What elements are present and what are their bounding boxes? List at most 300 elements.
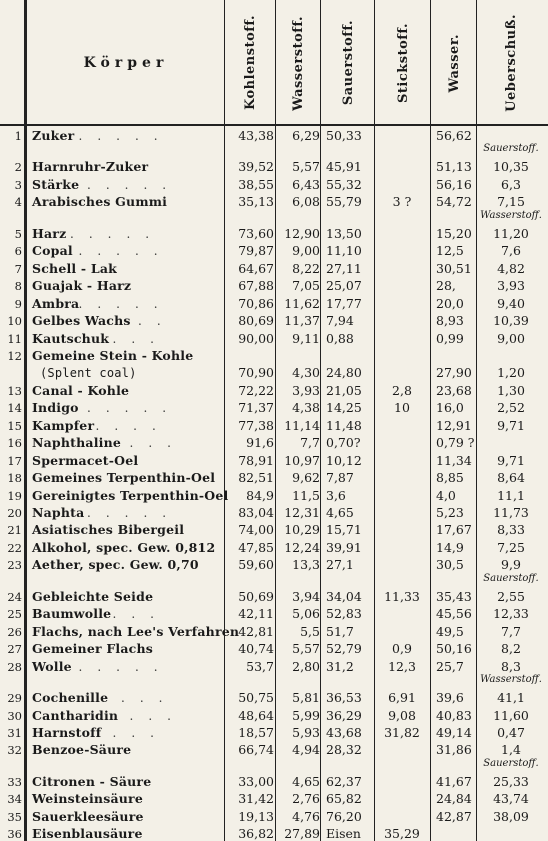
cell-wasser: 56,62 (436, 128, 472, 143)
cell-kohlenstoff: 38,55 (238, 176, 274, 192)
cell-kohlenstoff: 70,86 (238, 295, 274, 311)
row-name: Gelbes Wachs (32, 313, 131, 329)
row-number: 34 (7, 792, 22, 807)
cell-kohlenstoff: 73,60 (238, 225, 274, 241)
table-row (0, 522, 548, 538)
row-name: Cochenille (32, 690, 109, 706)
cell-kohlenstoff: 40,74 (238, 641, 274, 657)
cell-stickstoff: 31,82 (384, 724, 420, 740)
cell-kohlenstoff: 50,69 (238, 588, 274, 604)
cell-ueberschuss: 11,73 (493, 505, 529, 520)
row-number: 35 (7, 809, 22, 824)
table-row (0, 128, 548, 144)
cell-wasser: 35,43 (436, 588, 472, 604)
row-name: Naphthaline (32, 435, 122, 451)
cell-wasser: 30,51 (436, 260, 472, 276)
row-name: Schell - Lak (32, 260, 118, 276)
cell-ueberschuss: 9,00 (497, 330, 525, 346)
cell-wasser: 14,9 (436, 539, 464, 555)
row-number: 24 (7, 589, 22, 604)
table-row (0, 226, 548, 242)
table-row (0, 194, 548, 210)
row-name: Spermacet-Oel (32, 452, 139, 468)
cell-sauerstoff: 52,83 (326, 606, 362, 622)
table-row (0, 708, 548, 724)
row-name: Asiatisches Bibergeil (32, 522, 185, 538)
cell-ueberschuss: 8,2 (501, 641, 521, 657)
leader-dots: .... (95, 418, 171, 433)
cell-ueberschuss: 1,30 (497, 382, 525, 398)
row-number: 30 (7, 708, 22, 723)
cell-ueberschuss: 9,9 (501, 557, 521, 573)
table-row (0, 296, 548, 312)
table-row (0, 348, 548, 364)
cell-kohlenstoff: 39,52 (238, 159, 274, 175)
cell-sauerstoff: 17,77 (326, 295, 362, 311)
row-number: 25 (7, 607, 22, 622)
cell-wasserstoff: 9,11 (292, 330, 320, 346)
header-koerper-label: Körper (83, 55, 169, 71)
cell-wasserstoff: 8,22 (292, 260, 320, 276)
cell-ueberschuss: 11,60 (493, 707, 529, 723)
cell-sauerstoff: 15,71 (326, 522, 362, 538)
cell-kohlenstoff: 19,13 (238, 808, 274, 824)
cell-kohlenstoff: 64,67 (238, 260, 274, 276)
cell-ueberschuss: 4,82 (497, 260, 525, 276)
leader-dots: ..... (78, 659, 173, 674)
cell-sauerstoff: 65,82 (326, 791, 362, 807)
row-name: Citronen - Säure (32, 773, 152, 789)
cell-wasser: 56,16 (436, 176, 472, 192)
table-row (0, 742, 548, 758)
cell-wasserstoff: 5,93 (292, 724, 320, 740)
cell-ueberschuss: 9,71 (497, 417, 525, 433)
row-name: Gereinigtes Terpenthin-Oel (32, 487, 229, 503)
cell-kohlenstoff: 31,42 (238, 791, 274, 807)
row-name: (Splent coal) (40, 366, 137, 381)
table-row (0, 331, 548, 347)
header-rule (0, 124, 548, 126)
cell-wasser: 25,7 (436, 658, 464, 674)
cell-wasser: 31,86 (436, 742, 472, 758)
row-number: 36 (7, 827, 22, 841)
cell-wasserstoff: 3,94 (292, 588, 320, 604)
cell-sauerstoff: 28,32 (326, 742, 362, 758)
table-row (0, 418, 548, 434)
cell-sauerstoff: 25,07 (326, 278, 362, 294)
cell-wasserstoff: 5,57 (292, 641, 320, 657)
row-name: Gebleichte Seide (32, 588, 154, 604)
cell-wasser: 0,99 (436, 330, 464, 346)
cell-sauerstoff: Eisen (326, 826, 361, 841)
table-row (0, 809, 548, 825)
row-name: Cantharidin (32, 707, 119, 723)
row-number: 18 (7, 471, 22, 486)
cell-wasser: 8,93 (436, 313, 464, 329)
row-name: Harnruhr-Zuker (32, 159, 149, 175)
cell-kohlenstoff: 42,81 (238, 623, 274, 639)
leader-dots: ..... (78, 296, 173, 311)
row-number: 16 (7, 436, 22, 451)
row-number: 11 (7, 331, 22, 346)
cell-wasserstoff: 5,81 (292, 690, 320, 706)
cell-ueberschuss: 38,09 (493, 808, 529, 824)
table-row (0, 557, 548, 573)
cell-ueberschuss: 0,47 (497, 724, 525, 740)
cell-sauerstoff: 52,79 (326, 641, 362, 657)
cell-wasser: 24,84 (436, 791, 472, 807)
row-name: Naphta (32, 505, 85, 520)
cell-ueberschuss: 41,1 (497, 690, 525, 706)
cell-stickstoff: 0,9 (392, 641, 412, 657)
cell-wasserstoff: 4,94 (292, 742, 320, 758)
row-name: Eisenblausäure (32, 826, 143, 841)
cell-wasser: 20,0 (436, 295, 464, 311)
cell-wasser: 15,20 (436, 225, 472, 241)
cell-sauerstoff: 21,05 (326, 382, 362, 398)
cell-stickstoff: 3 ? (392, 194, 412, 210)
cell-sauerstoff: 39,91 (326, 539, 362, 555)
row-number: 9 (14, 296, 22, 311)
cell-kohlenstoff: 70,90 (238, 365, 274, 381)
cell-wasserstoff: 11,37 (284, 313, 320, 329)
row-name: Harnstoff (32, 724, 102, 740)
leader-dots: ... (121, 691, 178, 706)
row-name: Sauerkleesäure (32, 808, 144, 824)
row-number: 23 (7, 558, 22, 573)
cell-kohlenstoff: 47,85 (238, 539, 274, 555)
cell-ueberschuss: 6,3 (501, 176, 521, 192)
cell-sauerstoff: 55,79 (326, 194, 362, 210)
leader-dots: ... (112, 725, 169, 740)
cell-kohlenstoff: 36,82 (238, 826, 274, 841)
cell-stickstoff: 2,8 (392, 382, 412, 398)
cell-sauerstoff: 31,2 (326, 658, 354, 674)
cell-ueberschuss: 9,40 (497, 295, 525, 311)
table-row (0, 383, 548, 399)
cell-wasser: 17,67 (436, 522, 472, 538)
cell-wasserstoff: 11,62 (284, 295, 320, 311)
column-note: Sauerstoff. (483, 572, 539, 584)
row-name: Gemeiner Flachs (32, 641, 153, 657)
row-number: 22 (7, 540, 22, 555)
cell-wasserstoff: 9,62 (292, 470, 320, 486)
header-sauerstoff-label: Sauerstoff. (340, 20, 356, 106)
cell-sauerstoff: 0,88 (326, 330, 354, 346)
cell-ueberschuss: 7,6 (501, 243, 521, 259)
row-name: Canal - Kohle (32, 382, 130, 398)
cell-wasserstoff: 4,30 (292, 365, 320, 381)
row-number: 1 (14, 129, 22, 143)
leader-dots: ... (112, 607, 169, 622)
cell-sauerstoff: 11,10 (326, 243, 362, 259)
cell-wasser: 40,83 (436, 707, 472, 723)
row-number: 4 (14, 195, 22, 210)
cell-kohlenstoff: 84,9 (246, 487, 274, 503)
cell-kohlenstoff: 78,91 (238, 452, 274, 468)
cell-sauerstoff: 50,33 (326, 128, 362, 143)
row-number: 3 (14, 177, 22, 192)
row-name: Guajak - Harz (32, 278, 132, 294)
cell-wasser: 27,90 (436, 365, 472, 381)
cell-wasser: 41,67 (436, 773, 472, 789)
row-number: 17 (7, 453, 22, 468)
cell-ueberschuss: 10,39 (493, 313, 529, 329)
cell-stickstoff: 6,91 (388, 690, 416, 706)
header-wasserstoff (277, 4, 320, 122)
cell-wasserstoff: 4,65 (292, 773, 320, 789)
cell-ueberschuss: 8,64 (497, 470, 525, 486)
row-name: Arabisches Gummi (32, 194, 168, 210)
cell-kohlenstoff: 83,04 (238, 505, 274, 520)
row-name: Gemeines Terpenthin-Oel (32, 470, 216, 486)
cell-sauerstoff: 0,70? (326, 435, 361, 451)
cell-ueberschuss: 10,35 (493, 159, 529, 175)
row-number: 32 (7, 743, 22, 758)
table-row (0, 774, 548, 790)
cell-kohlenstoff: 43,38 (238, 128, 274, 143)
cell-wasserstoff: 5,06 (292, 606, 320, 622)
table-row (0, 243, 548, 259)
row-number: 7 (14, 261, 22, 276)
row-number: 26 (7, 624, 22, 639)
cell-sauerstoff: 34,04 (326, 588, 362, 604)
row-name: Benzoe-Säure (32, 742, 132, 758)
cell-ueberschuss: 8,3 (501, 658, 521, 674)
header-ueberschuss-label: Ueberschuß. (503, 14, 519, 112)
cell-kohlenstoff: 35,13 (238, 194, 274, 210)
column-note: Sauerstoff. (483, 143, 539, 155)
cell-wasserstoff: 11,5 (292, 487, 320, 503)
table-row (0, 313, 548, 329)
cell-wasser: 28, (436, 278, 456, 294)
cell-stickstoff: 10 (394, 400, 410, 416)
cell-sauerstoff: 27,11 (326, 260, 362, 276)
leader-dots: ..... (87, 506, 182, 520)
cell-ueberschuss: 1,4 (501, 742, 521, 758)
table-row (0, 659, 548, 675)
row-number: 12 (7, 348, 22, 363)
cell-wasser: 5,23 (436, 505, 464, 520)
cell-kohlenstoff: 79,87 (238, 243, 274, 259)
cell-wasserstoff: 7,7 (300, 435, 320, 451)
row-number: 15 (7, 418, 22, 433)
cell-wasser: 0,79 ? (436, 435, 475, 451)
row-name: Zuker (32, 128, 75, 143)
table-row (0, 453, 548, 469)
table-row (0, 606, 548, 622)
header-wasser (432, 4, 476, 122)
cell-wasserstoff: 2,76 (292, 791, 320, 807)
row-number: 13 (7, 383, 22, 398)
cell-ueberschuss: 12,33 (493, 606, 529, 622)
header-koerper (28, 4, 224, 122)
table-row (0, 641, 548, 657)
cell-wasserstoff: 9,00 (292, 243, 320, 259)
cell-kohlenstoff: 66,74 (238, 742, 274, 758)
cell-wasserstoff: 27,89 (284, 826, 320, 841)
cell-kohlenstoff: 53,7 (246, 658, 274, 674)
cell-sauerstoff: 43,68 (326, 724, 362, 740)
row-name: Harz (32, 225, 67, 241)
cell-sauerstoff: 45,91 (326, 159, 362, 175)
cell-kohlenstoff: 59,60 (238, 557, 274, 573)
cell-kohlenstoff: 67,88 (238, 278, 274, 294)
cell-ueberschuss: 11,20 (493, 225, 529, 241)
header-stickstoff-label: Stickstoff. (395, 23, 411, 103)
cell-wasserstoff: 3,93 (292, 382, 320, 398)
cell-wasser: 49,14 (436, 724, 472, 740)
cell-wasser: 23,68 (436, 382, 472, 398)
cell-ueberschuss: 43,74 (493, 791, 529, 807)
header-sauerstoff (322, 4, 374, 122)
cell-ueberschuss: 7,25 (497, 539, 525, 555)
table-row (0, 159, 548, 175)
cell-sauerstoff: 10,12 (326, 452, 362, 468)
cell-wasserstoff: 6,43 (292, 176, 320, 192)
leader-dots: .. (138, 314, 176, 329)
leader-dots: ..... (87, 401, 182, 416)
row-number: 28 (7, 659, 22, 674)
cell-wasser: 42,87 (436, 808, 472, 824)
row-number: 31 (7, 725, 22, 740)
cell-wasser: 30,5 (436, 557, 464, 573)
cell-sauerstoff: 55,32 (326, 176, 362, 192)
cell-wasser: 4,0 (436, 487, 456, 503)
leader-dots: ..... (70, 226, 165, 241)
cell-wasserstoff: 11,14 (284, 417, 320, 433)
table-row (0, 589, 548, 605)
cell-sauerstoff: 4,65 (326, 505, 354, 520)
table-row (0, 540, 548, 556)
cell-wasser: 16,0 (436, 400, 464, 416)
cell-ueberschuss: 1,20 (497, 365, 525, 381)
cell-wasserstoff: 7,05 (292, 278, 320, 294)
row-number: 14 (7, 401, 22, 416)
row-name: Gemeine Stein - Kohle (32, 347, 194, 363)
header-wasserstoff-label: Wasserstoff. (291, 15, 306, 111)
cell-ueberschuss: 2,55 (497, 588, 525, 604)
column-note: Wasserstoff. (480, 209, 542, 221)
cell-sauerstoff: 27,1 (326, 557, 354, 573)
cell-wasser: 50,16 (436, 641, 472, 657)
table-row (0, 488, 548, 504)
header-stickstoff (376, 4, 430, 122)
leader-dots: ..... (78, 129, 173, 143)
row-name: Flachs, nach Lee's Verfahren (32, 623, 240, 639)
table-row (0, 400, 548, 416)
cell-wasser: 51,13 (436, 159, 472, 175)
cell-wasser: 12,91 (436, 417, 472, 433)
header-ueberschuss (478, 4, 544, 122)
row-name: Copal (32, 243, 73, 259)
cell-kohlenstoff: 80,69 (238, 313, 274, 329)
row-number: 2 (14, 160, 22, 175)
row-number: 21 (7, 523, 22, 538)
row-name: Weinsteinsäure (32, 791, 143, 807)
cell-sauerstoff: 76,20 (326, 808, 362, 824)
row-number: 33 (7, 774, 22, 789)
leader-dots: ..... (87, 177, 182, 192)
cell-sauerstoff: 7,94 (326, 313, 354, 329)
cell-wasser: 12,5 (436, 243, 464, 259)
leader-dots: ... (129, 708, 186, 723)
cell-wasser: 49,5 (436, 623, 464, 639)
cell-wasserstoff: 5,99 (292, 707, 320, 723)
row-number: 29 (7, 691, 22, 706)
leader-dots: ... (129, 436, 186, 451)
cell-ueberschuss: 25,33 (493, 773, 529, 789)
cell-kohlenstoff: 18,57 (238, 724, 274, 740)
table-row (0, 261, 548, 277)
header-wasser-label: Wasser. (446, 33, 462, 93)
table-row (0, 690, 548, 706)
cell-kohlenstoff: 91,6 (246, 435, 274, 451)
row-name: Kampfer (32, 417, 95, 433)
cell-sauerstoff: 62,37 (326, 773, 362, 789)
table-row (0, 791, 548, 807)
cell-wasserstoff: 13,3 (292, 557, 320, 573)
cell-kohlenstoff: 42,11 (238, 606, 274, 622)
table-row (0, 177, 548, 193)
cell-wasserstoff: 6,08 (292, 194, 320, 210)
row-number: 10 (7, 314, 22, 329)
cell-wasserstoff: 10,29 (284, 522, 320, 538)
cell-sauerstoff: 36,29 (326, 707, 362, 723)
cell-wasserstoff: 6,29 (292, 128, 320, 143)
row-name: Kautschuk (32, 330, 110, 346)
cell-sauerstoff: 7,87 (326, 470, 354, 486)
cell-wasserstoff: 4,38 (292, 400, 320, 416)
cell-wasser: 11,34 (436, 452, 472, 468)
cell-sauerstoff: 13,50 (326, 225, 362, 241)
table-row (0, 435, 548, 451)
cell-stickstoff: 11,33 (384, 588, 420, 604)
header-kohlenstoff-label: Kohlenstoff. (242, 15, 258, 111)
cell-ueberschuss: 11,1 (497, 487, 525, 503)
cell-kohlenstoff: 33,00 (238, 773, 274, 789)
cell-wasserstoff: 12,31 (284, 505, 320, 520)
cell-stickstoff: 12,3 (388, 658, 416, 674)
cell-sauerstoff: 3,6 (326, 487, 346, 503)
row-name: Indigo (32, 400, 79, 416)
header-kohlenstoff (226, 4, 274, 122)
cell-ueberschuss: 3,93 (497, 278, 525, 294)
cell-kohlenstoff: 50,75 (238, 690, 274, 706)
cell-stickstoff: 35,29 (384, 826, 420, 841)
leader-dots: ... (112, 331, 169, 346)
row-number: 8 (14, 279, 22, 294)
row-number: 20 (7, 506, 22, 520)
cell-wasserstoff: 5,5 (300, 623, 320, 639)
cell-ueberschuss: 2,52 (497, 400, 525, 416)
cell-kohlenstoff: 82,51 (238, 470, 274, 486)
leader-dots: ..... (78, 244, 173, 259)
cell-kohlenstoff: 48,64 (238, 707, 274, 723)
row-name: Ambra (32, 295, 80, 311)
cell-ueberschuss: 7,15 (497, 194, 525, 210)
cell-sauerstoff: 51,7 (326, 623, 354, 639)
cell-stickstoff: 9,08 (388, 707, 416, 723)
row-number: 6 (14, 244, 22, 259)
row-name: Aether, spec. Gew. 0,70 (32, 557, 199, 573)
table-row (0, 725, 548, 741)
cell-wasserstoff: 2,80 (292, 658, 320, 674)
cell-wasser: 45,56 (436, 606, 472, 622)
table-row (0, 505, 548, 521)
cell-wasserstoff: 5,57 (292, 159, 320, 175)
cell-wasser: 54,72 (436, 194, 472, 210)
